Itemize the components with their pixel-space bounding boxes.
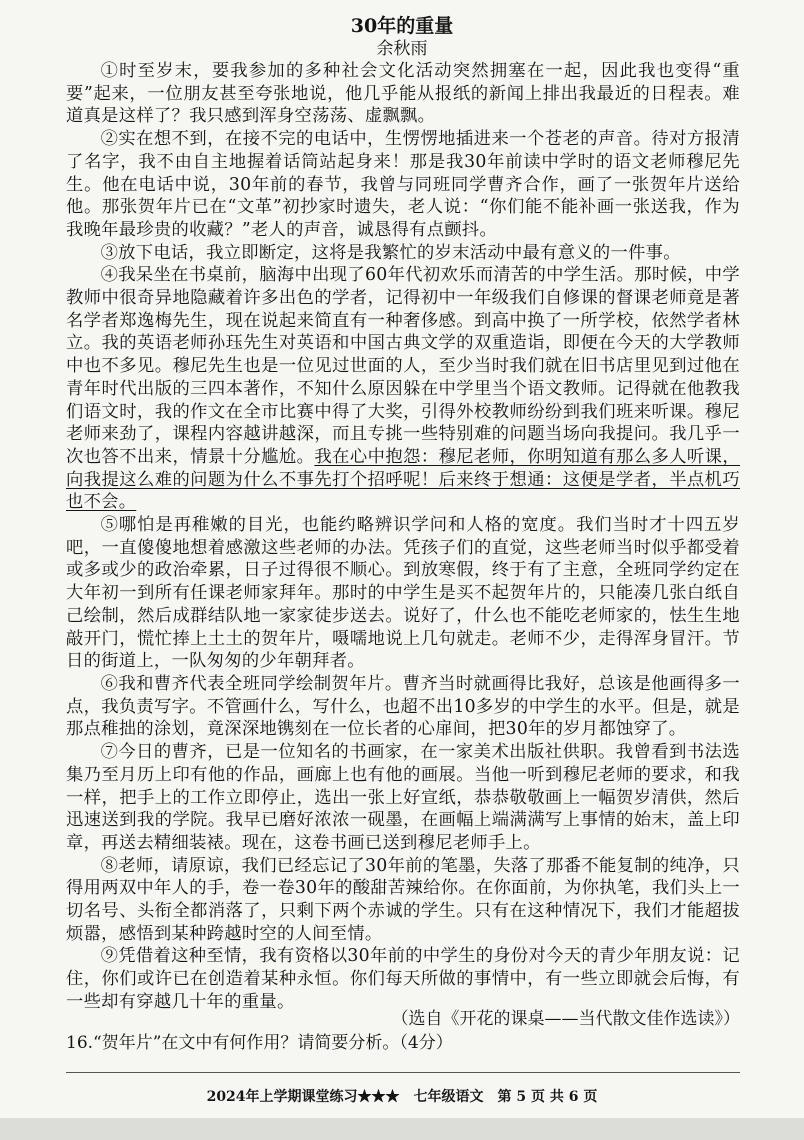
paragraph-9: ⑨凭借着这种至情，我有资格以30年前的中学生的身份对今天的青少年朋友说：记住，你们或许已在创造着某种永恒。你们每天所做的事情中，有一些立即就会后悔，有一些却有穿越几十年的重量。 bbox=[66, 946, 740, 1012]
article-title: 30年的重量 bbox=[350, 15, 454, 37]
paragraph-2: ②实在想不到，在接不完的电话中，生愣愣地插进来一个苍老的声音。待对方报清了名字，我不由自主地握着话筒站起身来！那是我30年前读中学时的语文老师穆尼先生。他在电话中说，30年前的春节，我曾与同班同学曹齐合作，画了一张贺年片送给他。那张贺年片已在“文革”初抄家时遗失，老人说：“你们能不能补画一张送我，作为我晚年最珍贵的收藏？”老人的声音，诚恳得有点颤抖。 bbox=[66, 129, 740, 240]
question-16: 16.“贺年片”在文中有何作用？请简要分析。（4分） bbox=[66, 1033, 453, 1053]
underlined-sentence: 我在心中抱怨：穆尼老师，你明知道有那么多人听课，向我提这么难的问题为什么不事先打个招呼呢！后来终于想通：这便是学者，半点机巧也不会。 bbox=[66, 446, 740, 513]
article-body bbox=[66, 60, 740, 1014]
paragraph-1: ①时至岁末，要我参加的多种社会文化活动突然拥塞在一起，因此我也变得“重要”起来，一位朋友甚至夸张地说，他几乎能从报纸的新闻上排出我最近的日程表。难道真是这样了？我只感到浑身空荡荡、虚飘飘。 bbox=[66, 61, 740, 127]
scan-bottom-margin bbox=[0, 1118, 804, 1140]
paragraph-4-text: ④我呆坐在书桌前，脑海中出现了60年代初欢乐而清苦的中学生活。那时候，中学教师中很奇异地隐藏着许多出色的学者，记得初中一年级我们自修课的督课老师竟是著名学者郑逸梅先生，现在说起来简直有一种奢侈感。到高中换了一所学校，依然学者林立。我的英语老师孙珏先生对英语和中国古典文学的双重造诣，即便在今天的大学教师中也不多见。穆尼先生也是一位见过世面的人，至少当时我们就在旧书店里见到过他在青年时代出版的三四本著作，不知什么原因躲在中学里当个语文教师。记得就在他教我们语文时，我的作文在全市比赛中得了大奖，引得外校教师纷纷到我们班来听课。穆尼老师来劲了，课程内容越讲越深，而且专挑一些特别难的问题当场向我提问。我几乎一次也答不出来，情景十分尴尬。 bbox=[66, 265, 740, 467]
page-footer: 2024年上学期课堂练习★★★ 七年级语文 第 5 页 共 6 页 bbox=[206, 1089, 598, 1105]
paragraph-3: ③放下电话，我立即断定，这将是我繁忙的岁末活动中最有意义的一件事。 bbox=[100, 242, 681, 263]
paragraph-4 bbox=[66, 264, 740, 514]
paragraph-7: ⑦今日的曹齐，已是一位知名的书画家，在一家美术出版社供职。我曾看到书法选集乃至月历上印有他的作品，画廊上也有他的画展。当他一听到穆尼老师的要求，和我一样，把手上的工作立即停止，选出一张上好宣纸，恭恭敬敬画上一幅贺岁清供，然后迅速送到我的学院。我早已磨好浓浓一砚墨，在画幅上端满满写上事情的始末，盖上印章，再送去精细装裱。现在，这卷书画已送到穆尼老师手上。 bbox=[66, 742, 740, 853]
paragraph-6: ⑥我和曹齐代表全班同学绘制贺年片。曹齐当时就画得比我好，总该是他画得多一点，我负责写字。不管画什么，写什么，也超不出10多岁的中学生的水平。但是，就是那点稚拙的涂划，竟深深地镌刻在一位长者的心扉间，把30年的岁月都蚀穿了。 bbox=[66, 673, 740, 740]
paragraph-8: ⑧老师，请原谅，我们已经忘记了30年前的笔墨，失落了那番不能复制的纯净，只得用两双中年人的手，卷一卷30年的酸甜苦辣给你。在你面前，为你执笔，我们头上一切名号、头衔全都消落了，只剩下两个赤诚的学生。只有在这种情况下，我们才能超拔烦嚣，感悟到某种跨越时空的人间至情。 bbox=[66, 855, 740, 944]
source-citation: （选自《开花的课桌——当代散文佳作选读》） bbox=[391, 1009, 740, 1029]
article-author: 余秋雨 bbox=[376, 39, 428, 59]
paragraph-5: ⑤哪怕是再稚嫩的目光，也能约略辨识学问和人格的宽度。我们当时才十四五岁吧，一直傻傻地想着感激这些老师的办法。凭孩子们的直觉，这些老师当时似乎都受着或多或少的政治牵累，日子过得很不顺心。到放寒假，终于有了主意，全班同学约定在大年初一到所有任课老师家拜年。那时的中学生是买不起贺年片的，只能凑几张白纸自己绘制，然后成群结队地一家家徒步送去。说好了，什么也不能吃老师家的，怯生生地敲开门，慌忙捧上土土的贺年片，嗫嚅地说上几句就走。老师不少，走得浑身冒汗。节日的街道上，一队匆匆的少年朝拜者。 bbox=[66, 515, 740, 672]
divider-line bbox=[66, 1072, 740, 1073]
